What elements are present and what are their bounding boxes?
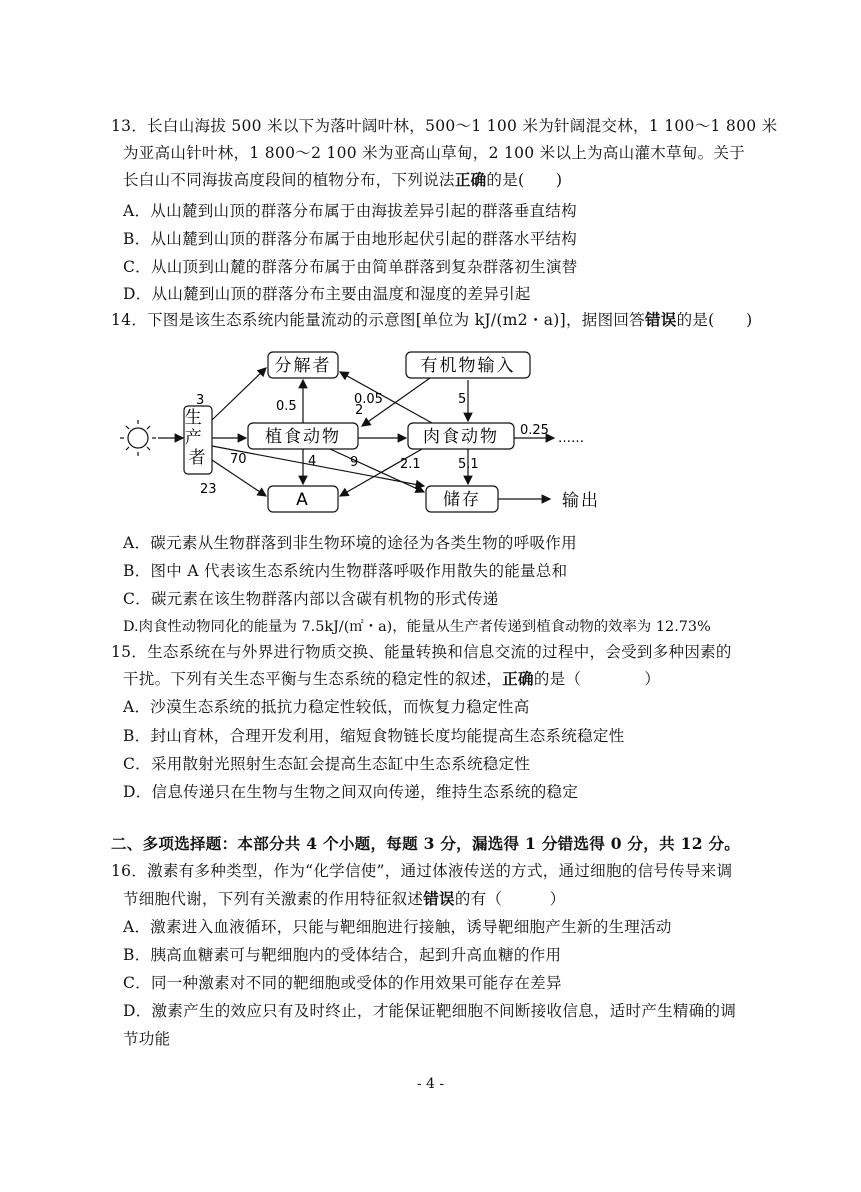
q14-option-b: B．图中 A 代表该生态系统内生物群落呼吸作用散失的能量总和 [123, 562, 568, 580]
q14-option-c: C．碳元素在该生物群落内部以含碳有机物的形式传递 [123, 590, 499, 608]
organic-input-label: 有机物输入 [420, 356, 516, 376]
value-5: 5 [458, 392, 467, 407]
q14-stem-line1: 14．下图是该生态系统内能量流动的示意图[单位为 kJ/(m2・a)]，据图回答错误的是( ) [111, 310, 753, 329]
energy-flow-diagram [100, 340, 620, 530]
q13-option-b: B．从山麓到山顶的群落分布属于由地形起伏引起的群落水平结构 [123, 230, 578, 248]
value-23: 23 [200, 482, 217, 497]
value-2-1: 2.1 [400, 457, 421, 472]
dots-label: …… [558, 431, 584, 446]
a-label: A [296, 490, 310, 510]
section-heading: 二、多项选择题：本部分共 4 个小题，每题 3 分，漏选得 1 分错选得 0 分，共 12 分。 [111, 834, 741, 853]
decomposer-label: 分解者 [274, 356, 332, 376]
value-4: 4 [308, 454, 317, 469]
q13-option-c: C．从山顶到山麓的群落分布属于由简单群落到复杂群落初生演替 [123, 258, 578, 276]
page-number: - 4 - [416, 1076, 445, 1092]
value-9: 9 [350, 455, 359, 470]
q13-stem-line2: 为亚高山针叶林，1 800～2 100 米为亚高山草甸，2 100 米以上为高山灌木草甸。关于 [123, 144, 746, 162]
q15-option-c: C．采用散射光照射生态缸会提高生态缸中生态系统稳定性 [123, 755, 531, 773]
q16-option-b: B．胰高血糖素可与靶细胞内的受体结合，起到升高血糖的作用 [123, 946, 562, 964]
producer-label: 生 产 者 [184, 408, 208, 468]
q15-stem-line2: 干扰。下列有关生态平衡与生态系统的稳定性的叙述，正确的是（ ） [123, 669, 661, 688]
value-2: 2 [355, 403, 364, 418]
q16-option-d: D．激素产生的效应只有及时终止，才能保证靶细胞不间断接收信息，适时产生精确的调 [123, 1002, 737, 1020]
value-0-05: 0.05 [354, 392, 383, 407]
q16-option-d-cont: 节功能 [123, 1030, 171, 1048]
carnivore-label: 肉食动物 [423, 427, 499, 447]
storage-label: 储存 [443, 490, 481, 510]
q15-option-d: D．信息传递只在生物与生物之间双向传递，维持生态系统的稳定 [123, 783, 579, 801]
q16-option-c: C．同一种激素对不同的靶细胞或受体的作用效果可能存在差异 [123, 974, 562, 992]
q16-option-a: A．激素进入血液循环，只能与靶细胞进行接触，诱导靶细胞产生新的生理活动 [123, 918, 672, 936]
value-0-5: 0.5 [276, 399, 297, 414]
q14-option-d: D.肉食性动物同化的能量为 7.5kJ/(㎡・a)，能量从生产者传递到植食动物的效率为 12.73% [123, 619, 711, 635]
sun-icon [120, 420, 156, 456]
q16-stem-line1: 16．激素有多种类型，作为“化学信使”，通过体液传送的方式，通过细胞的信号传导来调 [111, 862, 733, 880]
q13-option-d: D．从山麓到山顶的群落分布主要由温度和湿度的差异引起 [123, 285, 531, 303]
q13-stem-line3: 长白山不同海拔高度段间的植物分布，下列说法正确的是( ) [123, 170, 563, 189]
q13-stem-line1: 13．长白山海拔 500 米以下为落叶阔叶林，500～1 100 米为针阔混交林，1 100～1 800 米 [111, 117, 778, 135]
value-3: 3 [196, 393, 205, 408]
value-0-25: 0.25 [520, 423, 549, 438]
q16-stem-line2: 节细胞代谢，下列有关激素的作用特征叙述错误的有（ ） [123, 889, 566, 908]
q13-option-a: A．从山麓到山顶的群落分布属于由海拔差异引起的群落垂直结构 [123, 202, 577, 220]
q14-option-a: A．碳元素从生物群落到非生物环境的途径为各类生物的呼吸作用 [123, 534, 577, 552]
herbivore-label: 植食动物 [265, 427, 341, 447]
q15-option-a: A．沙漠生态系统的抵抗力稳定性较低，而恢复力稳定性高 [123, 698, 530, 716]
q15-option-b: B．封山育林，合理开发利用，缩短食物链长度均能提高生态系统稳定性 [123, 727, 625, 745]
output-label: 输出 [562, 491, 600, 511]
q15-stem-line1: 15．生态系统在与外界进行物质交换、能量转换和信息交流的过程中，会受到多种因素的 [111, 643, 732, 661]
value-70: 70 [230, 452, 247, 467]
value-5-1: 5.1 [458, 457, 479, 472]
